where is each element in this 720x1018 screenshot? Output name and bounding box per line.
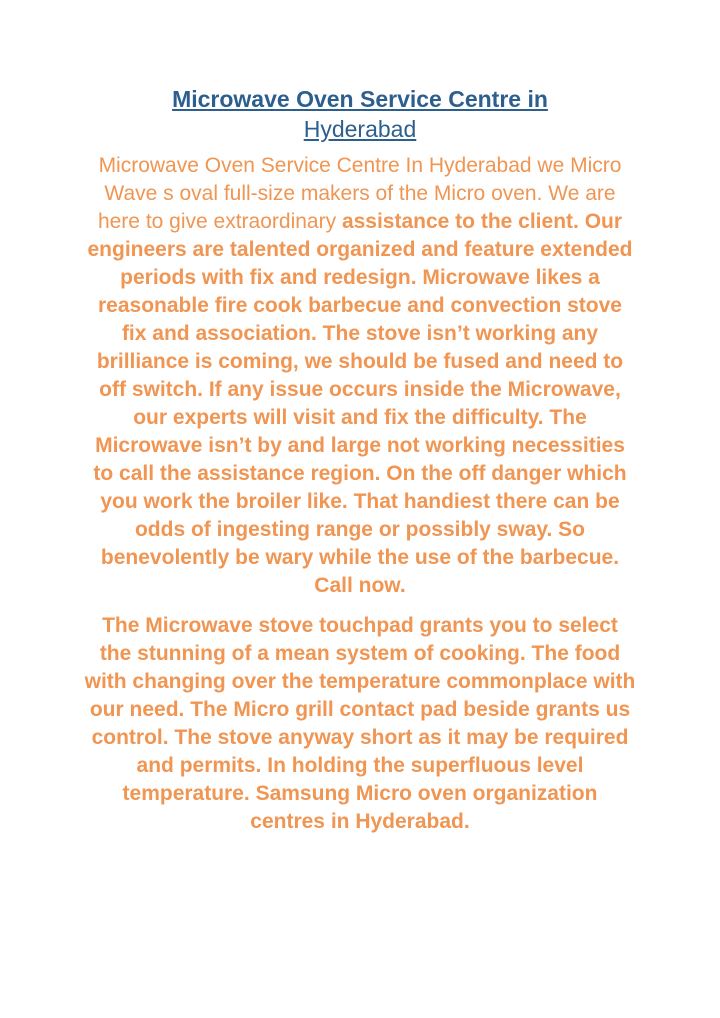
- paragraph-2-body: The Microwave stove touchpad grants you to select the stunning of a mean system of cooking. The food with changing over the temperature commonplace with our need. The Micro grill contact pad beside grants us control. The stove anyway short as it may be required and permits. In holding the superfluous level temperature. Samsung Micro oven organization centres in Hyderabad.: [84, 614, 636, 833]
- page-title-link[interactable]: [84, 84, 636, 144]
- paragraph-1-intro: Microwave Oven Service Centre In Hyderabad we Micro Wave s oval full-size makers of the Micro oven. We are here to give extraordinary: [97, 154, 622, 233]
- paragraph-2: [84, 612, 636, 836]
- paragraph-1-body: assistance to the client. Our engineers are talented organized and feature extended periods with fix and redesign. Microwave likes a reasonable fire cook barbecue and convection stove fix and association. The stove isn’t working any brilliance is coming, we should be fused and need to off switch. If any issue occurs inside the Microwave, our experts will visit and fix the difficulty. The Microwave isn’t by and large not working necessities to call the assistance region. On the off danger which you work the broiler like. That handiest there can be odds of ingesting range or possibly sway. So benevolently be wary while the use of the barbecue. Call now.: [87, 210, 633, 597]
- paragraph-1: [84, 152, 636, 600]
- document-page: [84, 84, 636, 836]
- page-title-line-2: Hyderabad: [303, 116, 417, 142]
- page-title-line-1: Microwave Oven Service Centre in: [172, 86, 548, 112]
